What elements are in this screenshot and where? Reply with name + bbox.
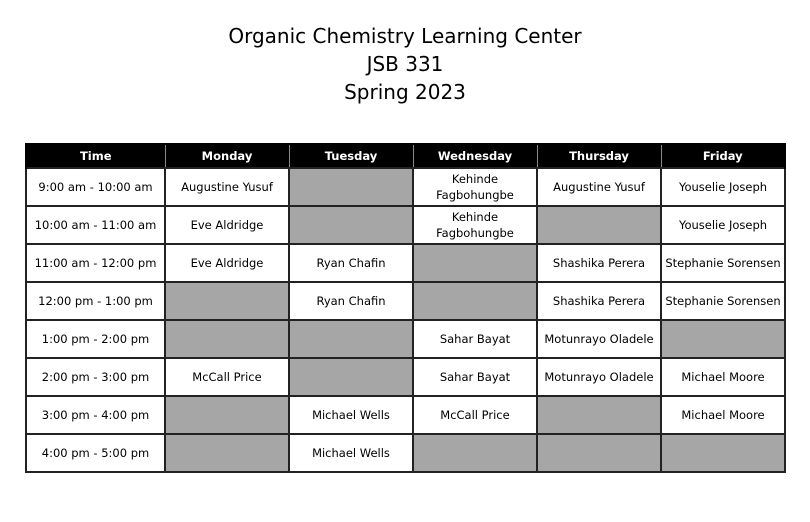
empty-slot-cell bbox=[165, 434, 289, 472]
header-thursday: Thursday bbox=[537, 144, 661, 168]
time-slot-cell: 3:00 pm - 4:00 pm bbox=[26, 396, 165, 434]
tutor-cell-thursday: Motunrayo Oladele bbox=[537, 358, 661, 396]
tutor-cell-wednesday: Sahar Bayat bbox=[413, 358, 537, 396]
header-wednesday: Wednesday bbox=[413, 144, 537, 168]
tutor-cell-friday: Youselie Joseph bbox=[661, 168, 785, 206]
tutor-cell-wednesday: Sahar Bayat bbox=[413, 320, 537, 358]
tutor-cell-wednesday: Kehinde Fagbohungbe bbox=[413, 168, 537, 206]
table-row bbox=[26, 358, 785, 396]
empty-slot-cell bbox=[413, 434, 537, 472]
empty-slot-cell bbox=[537, 206, 661, 244]
tutor-cell-friday: Michael Moore bbox=[661, 358, 785, 396]
table-row bbox=[26, 244, 785, 282]
empty-slot-cell bbox=[413, 282, 537, 320]
empty-slot-cell bbox=[289, 206, 413, 244]
empty-slot-cell bbox=[165, 396, 289, 434]
tutor-cell-thursday: Shashika Perera bbox=[537, 282, 661, 320]
table-row bbox=[26, 168, 785, 206]
header-monday: Monday bbox=[165, 144, 289, 168]
header-row bbox=[26, 144, 785, 168]
empty-slot-cell bbox=[413, 244, 537, 282]
table-row bbox=[26, 320, 785, 358]
empty-slot-cell bbox=[289, 168, 413, 206]
time-slot-cell: 11:00 am - 12:00 pm bbox=[26, 244, 165, 282]
table-row bbox=[26, 396, 785, 434]
tutor-cell-monday: Eve Aldridge bbox=[165, 244, 289, 282]
empty-slot-cell bbox=[165, 282, 289, 320]
title-center-name: Organic Chemistry Learning Center bbox=[228, 24, 582, 48]
tutor-cell-tuesday: Ryan Chafin bbox=[289, 244, 413, 282]
header-time: Time bbox=[26, 144, 165, 168]
tutor-cell-friday: Stephanie Sorensen bbox=[661, 244, 785, 282]
tutor-cell-tuesday: Michael Wells bbox=[289, 434, 413, 472]
tutor-cell-wednesday: Kehinde Fagbohungbe bbox=[413, 206, 537, 244]
time-slot-cell: 10:00 am - 11:00 am bbox=[26, 206, 165, 244]
title-room: JSB 331 bbox=[366, 52, 444, 76]
empty-slot-cell bbox=[537, 434, 661, 472]
table-row bbox=[26, 434, 785, 472]
table-row bbox=[26, 206, 785, 244]
tutor-cell-wednesday: McCall Price bbox=[413, 396, 537, 434]
page-title bbox=[0, 22, 810, 106]
tutor-cell-tuesday: Ryan Chafin bbox=[289, 282, 413, 320]
time-slot-cell: 4:00 pm - 5:00 pm bbox=[26, 434, 165, 472]
title-term: Spring 2023 bbox=[344, 80, 466, 104]
tutor-cell-monday: Eve Aldridge bbox=[165, 206, 289, 244]
empty-slot-cell bbox=[289, 320, 413, 358]
schedule-table bbox=[25, 143, 786, 473]
tutor-cell-monday: Augustine Yusuf bbox=[165, 168, 289, 206]
empty-slot-cell bbox=[289, 358, 413, 396]
empty-slot-cell bbox=[165, 320, 289, 358]
empty-slot-cell bbox=[537, 396, 661, 434]
time-slot-cell: 12:00 pm - 1:00 pm bbox=[26, 282, 165, 320]
tutor-cell-thursday: Shashika Perera bbox=[537, 244, 661, 282]
time-slot-cell: 1:00 pm - 2:00 pm bbox=[26, 320, 165, 358]
tutor-cell-thursday: Motunrayo Oladele bbox=[537, 320, 661, 358]
header-tuesday: Tuesday bbox=[289, 144, 413, 168]
tutor-cell-tuesday: Michael Wells bbox=[289, 396, 413, 434]
tutor-cell-friday: Youselie Joseph bbox=[661, 206, 785, 244]
time-slot-cell: 2:00 pm - 3:00 pm bbox=[26, 358, 165, 396]
tutor-cell-monday: McCall Price bbox=[165, 358, 289, 396]
tutor-cell-friday: Stephanie Sorensen bbox=[661, 282, 785, 320]
tutor-cell-thursday: Augustine Yusuf bbox=[537, 168, 661, 206]
empty-slot-cell bbox=[661, 434, 785, 472]
table-row bbox=[26, 282, 785, 320]
empty-slot-cell bbox=[661, 320, 785, 358]
tutor-cell-friday: Michael Moore bbox=[661, 396, 785, 434]
header-friday: Friday bbox=[661, 144, 785, 168]
time-slot-cell: 9:00 am - 10:00 am bbox=[26, 168, 165, 206]
